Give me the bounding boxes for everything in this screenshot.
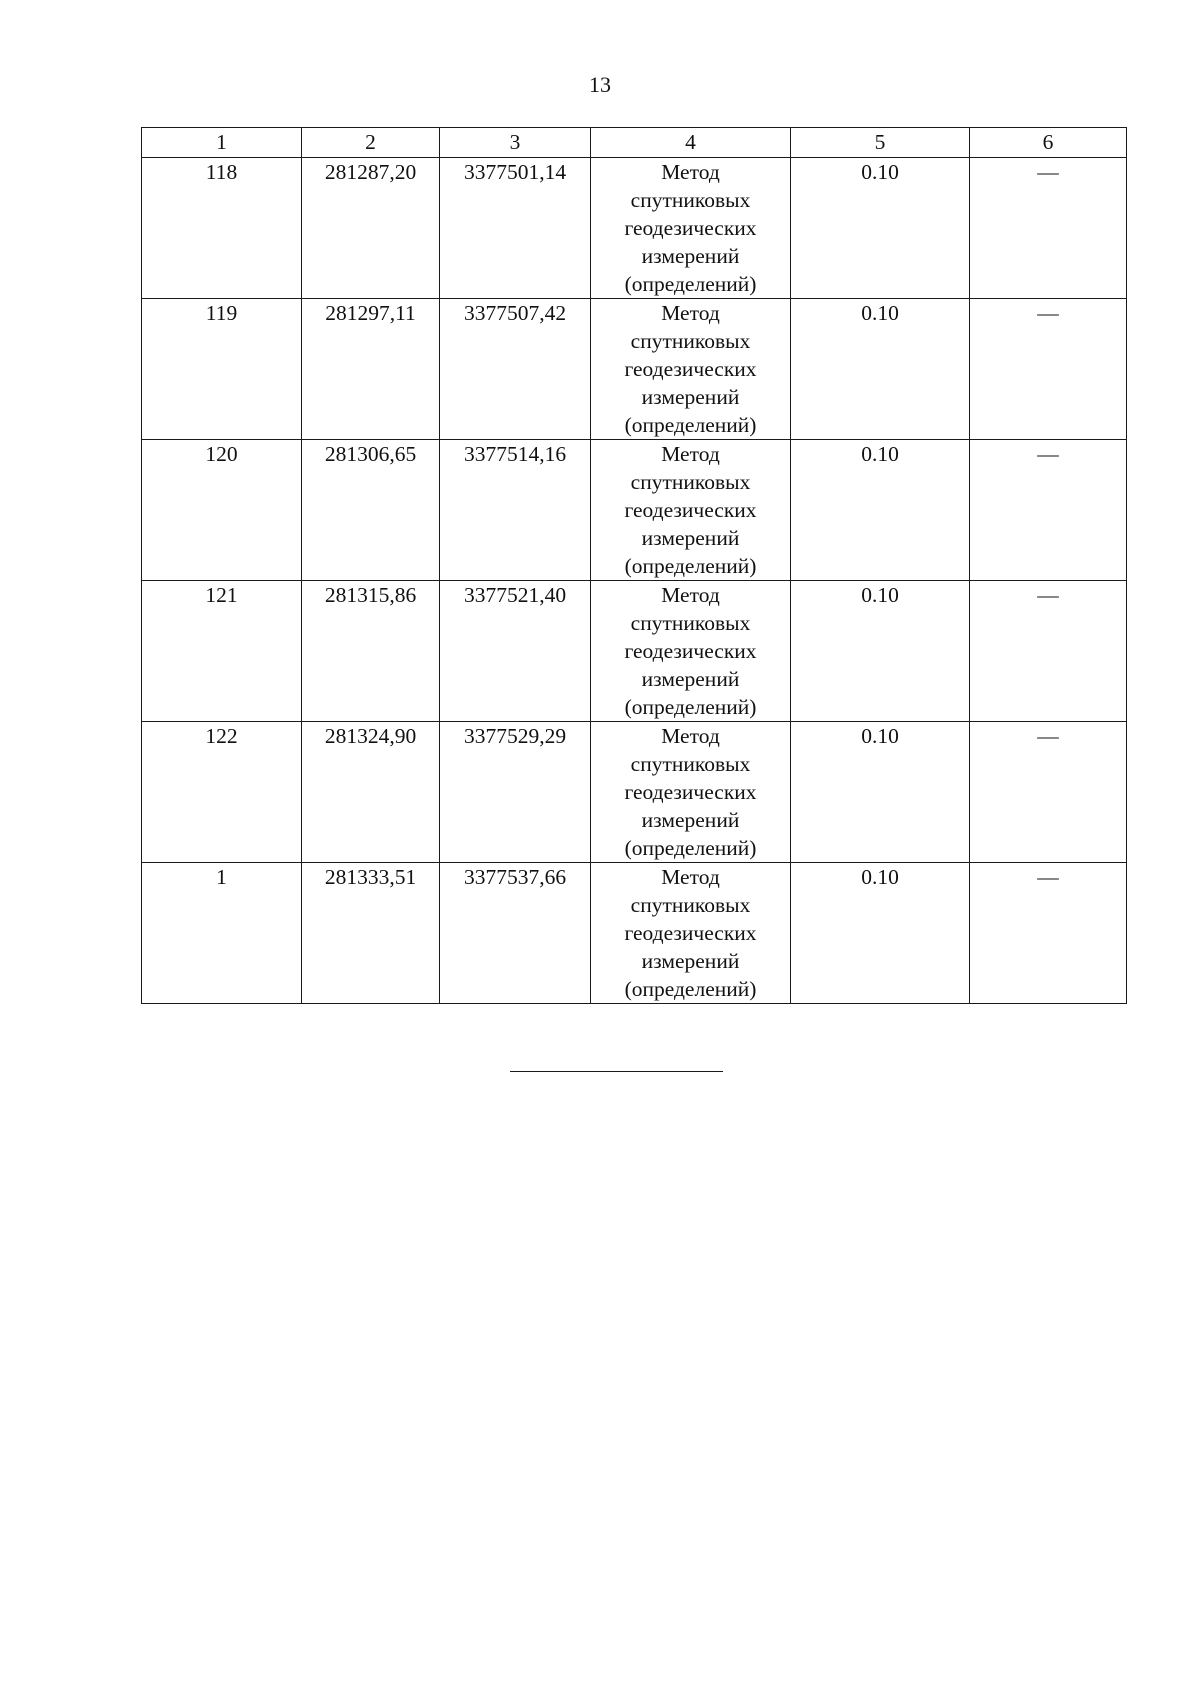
point-number-cell: 120 [142,440,302,581]
table-header-row [142,128,1127,158]
column-header: 2 [302,128,440,158]
table-row [142,440,1127,581]
table-row [142,581,1127,722]
method-line: спутниковых [630,752,751,776]
method-cell [591,299,791,440]
method-line: спутниковых [630,470,751,494]
column-header: 5 [791,128,970,158]
table-row [142,722,1127,863]
method-line: (определений) [624,554,757,578]
y-coordinate-cell: 3377521,40 [440,581,591,722]
method-line: измерений [641,244,740,268]
method-line: геодезических [624,639,757,663]
x-coordinate-cell: 281324,90 [302,722,440,863]
column-header: 4 [591,128,791,158]
method-line: Метод [661,160,720,184]
method-line: геодезических [624,498,757,522]
accuracy-cell: 0.10 [791,158,970,299]
method-line: (определений) [624,695,757,719]
method-cell [591,863,791,1004]
end-of-document-rule [510,1071,723,1072]
method-line: Метод [661,442,720,466]
method-line: геодезических [624,357,757,381]
y-coordinate-cell: 3377537,66 [440,863,591,1004]
method-line: измерений [641,667,740,691]
method-line: измерений [641,526,740,550]
point-number-cell: 122 [142,722,302,863]
note-cell: — [970,299,1127,440]
page-number: 13 [589,72,611,97]
method-line: (определений) [624,413,757,437]
method-line: спутниковых [630,329,751,353]
x-coordinate-cell: 281333,51 [302,863,440,1004]
point-number-cell: 118 [142,158,302,299]
method-cell [591,722,791,863]
point-number-cell: 119 [142,299,302,440]
y-coordinate-cell: 3377501,14 [440,158,591,299]
method-line: Метод [661,724,720,748]
method-line: (определений) [624,836,757,860]
accuracy-cell: 0.10 [791,299,970,440]
method-line: геодезических [624,216,757,240]
note-cell: — [970,581,1127,722]
method-cell [591,581,791,722]
method-cell [591,158,791,299]
column-header: 3 [440,128,591,158]
method-line: геодезических [624,780,757,804]
method-line: измерений [641,808,740,832]
accuracy-cell: 0.10 [791,581,970,722]
method-line: Метод [661,865,720,889]
note-cell: — [970,722,1127,863]
x-coordinate-cell: 281315,86 [302,581,440,722]
y-coordinate-cell: 3377529,29 [440,722,591,863]
method-line: измерений [641,385,740,409]
table-row [142,158,1127,299]
method-line: (определений) [624,977,757,1001]
y-coordinate-cell: 3377514,16 [440,440,591,581]
method-line: спутниковых [630,893,751,917]
method-line: (определений) [624,272,757,296]
coordinates-table [141,127,1127,1004]
method-line: спутниковых [630,188,751,212]
column-header: 1 [142,128,302,158]
method-line: Метод [661,301,720,325]
method-line: геодезических [624,921,757,945]
note-cell: — [970,440,1127,581]
method-cell [591,440,791,581]
note-cell: — [970,158,1127,299]
y-coordinate-cell: 3377507,42 [440,299,591,440]
method-line: измерений [641,949,740,973]
point-number-cell: 1 [142,863,302,1004]
accuracy-cell: 0.10 [791,440,970,581]
accuracy-cell: 0.10 [791,722,970,863]
column-header: 6 [970,128,1127,158]
table-row [142,863,1127,1004]
method-line: спутниковых [630,611,751,635]
method-line: Метод [661,583,720,607]
table-row [142,299,1127,440]
x-coordinate-cell: 281306,65 [302,440,440,581]
x-coordinate-cell: 281287,20 [302,158,440,299]
x-coordinate-cell: 281297,11 [302,299,440,440]
point-number-cell: 121 [142,581,302,722]
note-cell: — [970,863,1127,1004]
accuracy-cell: 0.10 [791,863,970,1004]
